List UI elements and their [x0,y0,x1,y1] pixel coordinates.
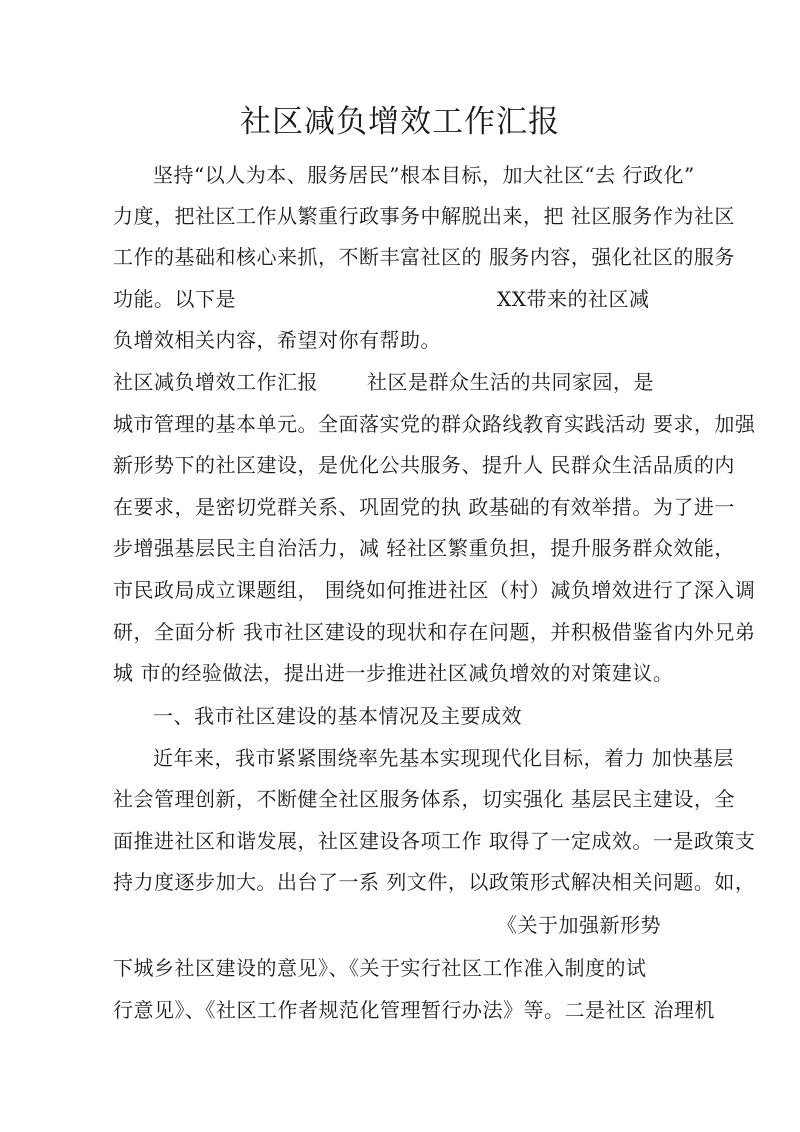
document-title: 社区减负增效工作汇报 [240,104,560,140]
body-line: 市民政局成立课题组， 围绕如何推进社区（村）减负增效进行了深入调 [113,578,756,602]
body-line: 步增强基层民主自治活力，减 轻社区繁重负担，提升服务群众效能， [113,536,735,560]
body-line: 研，全面分析 我市社区建设的现状和存在问题，并积极借鉴省内外兄弟 [113,620,756,644]
body-line: 力度，把社区工作从繁重行政事务中解脱出来，把 社区服务作为社区 [113,204,735,228]
body-line: 《关于加强新形势 [497,913,661,937]
body-line: 功能。以下是 [113,287,236,311]
body-line: XX带来的社区减 [497,287,650,311]
body-line: 城 市的经验做法，提出进一步推进社区减负增效的对策建议。 [113,661,674,685]
body-line: 近年来，我市紧紧围绕率先基本实现现代化目标，着力 加快基层 [153,746,734,770]
body-line: 面推进社区和谐发展，社区建设各项工作 取得了一定成效。一是政策支 [113,829,756,853]
body-line: 负增效相关内容，希望对你有帮助。 [113,328,441,352]
body-line: 社会管理创新，不断健全社区服务体系，切实强化 基层民主建设，全 [113,787,735,811]
body-line: 在要求，是密切党群关系、巩固党的执 政基础的有效举措。为了进一 [113,495,735,519]
body-line: 持力度逐步加大。出台了一系 列文件，以政策形式解决相关问题。如， [113,870,756,894]
body-line: 新形势下的社区建设，是优化公共服务、提升人 民群众生活品质的内 [113,453,735,477]
section-heading: 一、我市社区建设的基本情况及主要成效 [153,704,522,728]
body-line: 社区是群众生活的共同家园，是 [367,370,654,394]
body-line: 城市管理的基本单元。全面落实党的群众路线教育实践活动 要求，加强 [113,412,756,436]
body-line: 坚持“以人为本、服务居民”根本目标，加大社区“去 行政化” [153,163,695,187]
body-line: 行意见》、《社区工作者规范化管理暂行办法》等。二是社区 治理机 [113,998,715,1022]
body-line: 工作的基础和核心来抓，不断丰富社区的 服务内容，强化社区的服务 [113,245,735,269]
body-line: 下城乡社区建设的意见》、《关于实行社区工作准入制度的试 [113,956,647,980]
section-label: 社区减负增效工作汇报 [113,370,318,394]
